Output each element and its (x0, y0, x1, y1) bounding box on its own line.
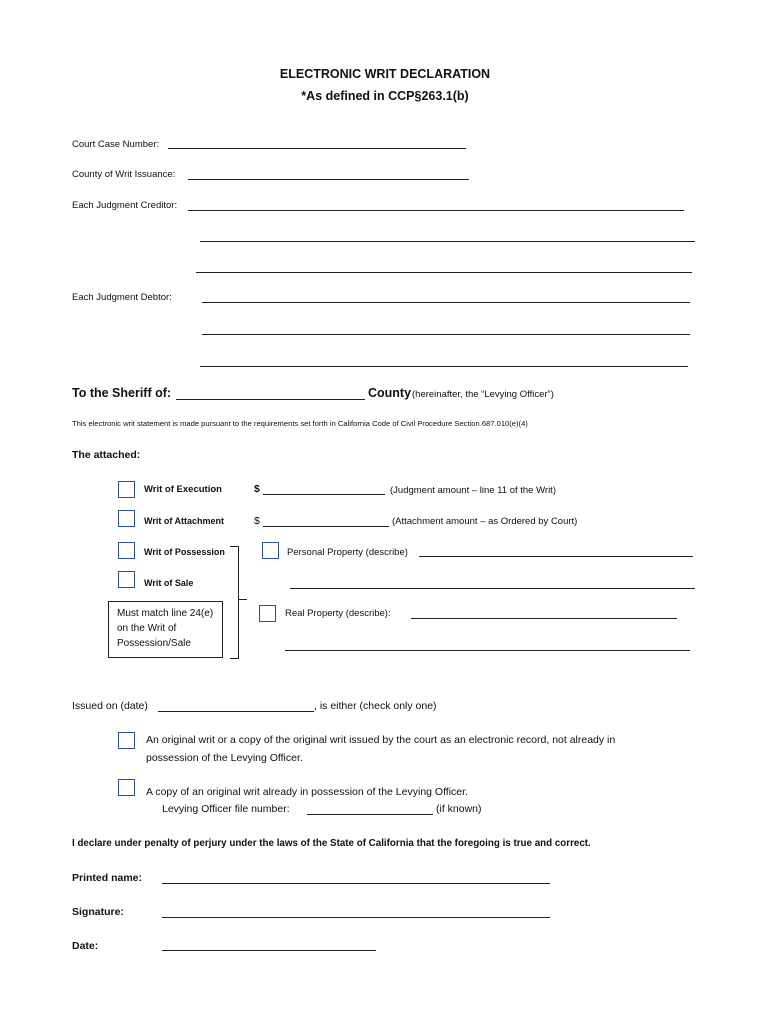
court-case-number-label: Court Case Number: (72, 139, 160, 150)
date-label: Date: (72, 940, 99, 952)
printed-name-label: Printed name: (72, 872, 143, 884)
real-property-field-2[interactable] (285, 650, 690, 651)
execution-dollar-sign: $ (254, 483, 260, 495)
writ-of-sale-checkbox[interactable] (118, 571, 135, 588)
writ-of-possession-checkbox[interactable] (118, 542, 135, 559)
declaration-text: I declare under penalty of perjury under the laws of the State of California that the foregoing is true and correct. (72, 838, 591, 849)
sheriff-label: To the Sheriff of: (72, 386, 172, 400)
personal-property-label: Personal Property (describe) (287, 547, 408, 558)
execution-amount-note: (Judgment amount – line 11 of the Writ) (390, 485, 556, 496)
writ-group-bracket (230, 546, 239, 659)
personal-property-field-1[interactable] (419, 556, 693, 557)
judgment-creditor-field-3[interactable] (196, 272, 692, 273)
judgment-creditor-field-2[interactable] (200, 241, 695, 242)
court-case-number-field[interactable] (168, 148, 466, 149)
personal-property-checkbox[interactable] (262, 542, 279, 559)
page-title: ELECTRONIC WRIT DECLARATION (279, 67, 491, 81)
writ-of-attachment-label: Writ of Attachment (144, 516, 224, 526)
judgment-debtor-field-2[interactable] (202, 334, 690, 335)
judgment-debtor-field-3[interactable] (200, 366, 688, 367)
attachment-amount-note: (Attachment amount – as Ordered by Court) (392, 516, 578, 527)
page-subtitle: *As defined in CCP§263.1(b) (301, 89, 469, 103)
issued-on-suffix: , is either (check only one) (314, 700, 437, 712)
attachment-amount-field[interactable] (263, 526, 389, 527)
judgment-creditor-label: Each Judgment Creditor: (72, 200, 178, 211)
writ-of-execution-checkbox[interactable] (118, 481, 135, 498)
signature-field[interactable] (162, 917, 550, 918)
personal-property-field-2[interactable] (290, 588, 695, 589)
date-field[interactable] (162, 950, 376, 951)
issued-on-date-field[interactable] (158, 711, 314, 712)
issued-on-label: Issued on (date) (72, 700, 148, 712)
copy-writ-text-line1: A copy of an original writ already in possession of the Levying Officer. (146, 786, 468, 798)
judgment-debtor-label: Each Judgment Debtor: (72, 292, 172, 303)
printed-name-field[interactable] (162, 883, 550, 884)
writ-of-execution-label: Writ of Execution (144, 484, 222, 495)
county-of-writ-label: County of Writ Issuance: (72, 169, 176, 180)
attached-label: The attached: (72, 449, 141, 461)
original-writ-checkbox[interactable] (118, 732, 135, 749)
judgment-debtor-field-1[interactable] (202, 302, 690, 303)
judgment-creditor-field-1[interactable] (188, 210, 684, 211)
bracket-connector (239, 599, 247, 600)
writ-of-attachment-checkbox[interactable] (118, 510, 135, 527)
sheriff-county-label: County (368, 386, 412, 400)
match-line-note: Must match line 24(e) on the Writ of Possession/Sale (108, 601, 223, 658)
original-writ-text-line2: possession of the Levying Officer. (146, 752, 303, 764)
writ-of-possession-label: Writ of Possession (144, 547, 225, 557)
copy-writ-checkbox[interactable] (118, 779, 135, 796)
original-writ-text-line1: An original writ or a copy of the original writ issued by the court as an electronic record, not already in (146, 734, 616, 746)
signature-label: Signature: (72, 906, 124, 918)
statement-text: This electronic writ statement is made pursuant to the requirements set forth in California Code of Civil Procedure Section 687.010(e)(4) (72, 419, 528, 428)
real-property-label: Real Property (describe): (285, 608, 391, 619)
real-property-field-1[interactable] (411, 618, 677, 619)
sheriff-suffix: (hereinafter, the “Levying Officer”) (412, 389, 554, 400)
levying-officer-file-number-field[interactable] (307, 814, 433, 815)
levying-officer-file-label: Levying Officer file number: (162, 803, 290, 815)
levying-officer-file-suffix: (if known) (436, 803, 482, 815)
real-property-checkbox[interactable] (259, 605, 276, 622)
sheriff-county-field[interactable] (176, 399, 365, 400)
county-of-writ-field[interactable] (188, 179, 469, 180)
writ-of-sale-label: Writ of Sale (144, 578, 194, 588)
attachment-dollar-sign: $ (254, 515, 260, 527)
execution-amount-field[interactable] (263, 494, 385, 495)
